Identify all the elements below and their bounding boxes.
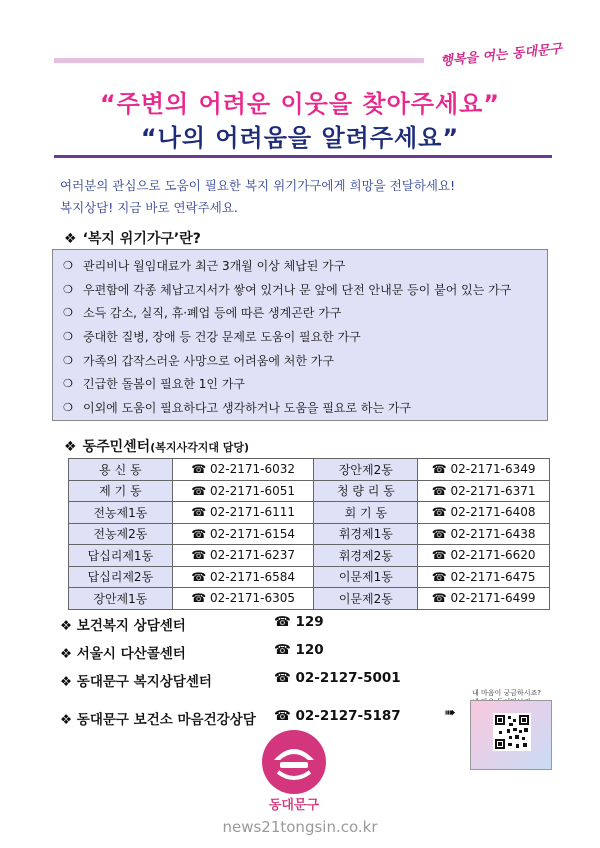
crisis-criteria-box	[52, 249, 548, 421]
hotline-number[interactable]: ☎ 120	[274, 642, 324, 658]
district-slogan: 행복을 여는 동대문구	[439, 41, 563, 70]
circle-bullet-icon: ❍	[63, 377, 73, 391]
center-phone[interactable]: ☎ 02-2171-6438	[418, 523, 550, 545]
crisis-section-title	[64, 228, 201, 248]
phone-icon: ☎	[431, 548, 447, 563]
hotline-number[interactable]: ☎ 02-2127-5187	[274, 708, 401, 724]
center-name: 이문제2동	[314, 588, 418, 610]
center-name: 답십리제2동	[69, 566, 173, 588]
district-logo	[262, 730, 326, 794]
center-phone[interactable]: ☎ 02-2171-6475	[418, 566, 550, 588]
criteria-item: ❍ 우편함에 각종 체납고지서가 쌓여 있거나 문 앞에 단전 안내문 등이 붙어 있는 가구	[63, 282, 512, 297]
diamond-icon: ❖	[64, 231, 77, 247]
hotline-label: ❖ 동대문구 보건소 마음건강상담	[60, 712, 256, 728]
center-name: 청 량 리 동	[314, 480, 418, 502]
phone-icon: ☎	[191, 526, 207, 541]
headline-tell-difficulties: “나의 어려움을 알려주세요”	[140, 124, 460, 152]
center-name: 답십리제1동	[69, 545, 173, 567]
criteria-item: ❍ 관리비나 월임대료가 최근 3개월 이상 체납된 가구	[63, 259, 346, 274]
center-subtitle: (복지사각지대 담당)	[150, 441, 250, 454]
center-name: 전농제2동	[69, 523, 173, 545]
headline-find-neighbors: “주변의 어려운 이웃을 찾아주세요”	[99, 90, 501, 118]
center-name: 장안제2동	[314, 459, 418, 481]
table-row	[69, 523, 550, 545]
center-title-text: 동주민센터	[82, 439, 151, 455]
center-phone[interactable]: ☎ 02-2171-6349	[418, 459, 550, 481]
intro-line-1: 여러분의 관심으로 도움이 필요한 복지 위기가구에게 희망을 전달하세요!	[60, 178, 456, 193]
center-phone[interactable]: ☎ 02-2171-6620	[418, 545, 550, 567]
site-watermark: news21tongsin.co.kr	[222, 818, 378, 836]
center-phone[interactable]: ☎ 02-2171-6408	[418, 502, 550, 524]
center-name: 휘경제2동	[314, 545, 418, 567]
center-phone[interactable]: ☎ 02-2171-6154	[172, 523, 314, 545]
community-center-table	[68, 458, 550, 610]
table-row	[69, 480, 550, 502]
district-emblem-icon	[262, 730, 326, 794]
center-phone[interactable]: ☎ 02-2171-6111	[172, 502, 314, 524]
phone-icon: ☎	[431, 526, 447, 541]
phone-icon: ☎	[191, 483, 207, 498]
table-row	[69, 545, 550, 567]
center-name: 용 신 동	[69, 459, 173, 481]
phone-icon: ☎	[431, 569, 447, 584]
phone-icon: ☎	[191, 505, 207, 520]
phone-icon: ☎	[191, 462, 207, 477]
intro-line-2: 복지상담! 지금 바로 연락주세요.	[60, 200, 238, 215]
center-name: 회 기 동	[314, 502, 418, 524]
circle-bullet-icon: ❍	[63, 306, 73, 320]
criteria-item: ❍ 이외에 도움이 필요하다고 생각하거나 도움을 필요로 하는 가구	[63, 400, 412, 415]
phone-icon: ☎	[431, 462, 447, 477]
center-phone[interactable]: ☎ 02-2171-6032	[172, 459, 314, 481]
center-name: 장안제1동	[69, 588, 173, 610]
arrow-right-icon: ➠	[444, 705, 456, 721]
qr-code-icon	[471, 701, 551, 769]
center-phone[interactable]: ☎ 02-2171-6499	[418, 588, 550, 610]
center-name: 전농제1동	[69, 502, 173, 524]
table-row	[69, 502, 550, 524]
table-row	[69, 566, 550, 588]
phone-icon: ☎	[431, 505, 447, 520]
crisis-title-text: ‘복지 위기가구’란?	[82, 231, 201, 247]
criteria-item: ❍ 긴급한 돌봄이 필요한 1인 가구	[63, 377, 245, 392]
center-phone[interactable]: ☎ 02-2171-6305	[172, 588, 314, 610]
table-row	[69, 459, 550, 481]
phone-icon: ☎	[191, 569, 207, 584]
hotline-number[interactable]: ☎ 129	[274, 614, 324, 630]
hotline-number[interactable]: ☎ 02-2127-5001	[274, 670, 401, 686]
hotline-label: ❖ 서울시 다산콜센터	[60, 646, 186, 662]
phone-icon: ☎	[431, 483, 447, 498]
center-phone[interactable]: ☎ 02-2171-6051	[172, 480, 314, 502]
center-section-title	[64, 436, 249, 456]
circle-bullet-icon: ❍	[63, 259, 73, 273]
diamond-icon: ❖	[64, 439, 77, 455]
center-phone[interactable]: ☎ 02-2171-6584	[172, 566, 314, 588]
circle-bullet-icon: ❍	[63, 282, 73, 296]
top-accent-bar	[54, 58, 424, 63]
phone-icon: ☎	[431, 591, 447, 606]
qr-caption-1: 내 마음이 궁금하시죠?	[472, 689, 542, 697]
center-phone[interactable]: ☎ 02-2171-6237	[172, 545, 314, 567]
district-logo-text: 동대문구	[268, 798, 320, 813]
headline-divider	[54, 155, 552, 158]
center-name: 이문제1동	[314, 566, 418, 588]
circle-bullet-icon: ❍	[63, 400, 73, 414]
criteria-item: ❍ 중대한 질병, 장애 등 건강 문제로 도움이 필요한 가구	[63, 330, 361, 345]
center-name: 제 기 동	[69, 480, 173, 502]
criteria-item: ❍ 소득 감소, 실직, 휴·폐업 등에 따른 생계곤란 가구	[63, 306, 342, 321]
table-row	[69, 588, 550, 610]
circle-bullet-icon: ❍	[63, 353, 73, 367]
qr-code-card[interactable]	[470, 700, 552, 770]
hotline-label: ❖ 동대문구 복지상담센터	[60, 674, 212, 690]
phone-icon: ☎	[191, 591, 207, 606]
center-name: 휘경제1동	[314, 523, 418, 545]
center-phone[interactable]: ☎ 02-2171-6371	[418, 480, 550, 502]
criteria-item: ❍ 가족의 갑작스러운 사망으로 어려움에 처한 가구	[63, 353, 334, 368]
phone-icon: ☎	[191, 548, 207, 563]
circle-bullet-icon: ❍	[63, 330, 73, 344]
hotline-label: ❖ 보건복지 상담센터	[60, 618, 186, 634]
